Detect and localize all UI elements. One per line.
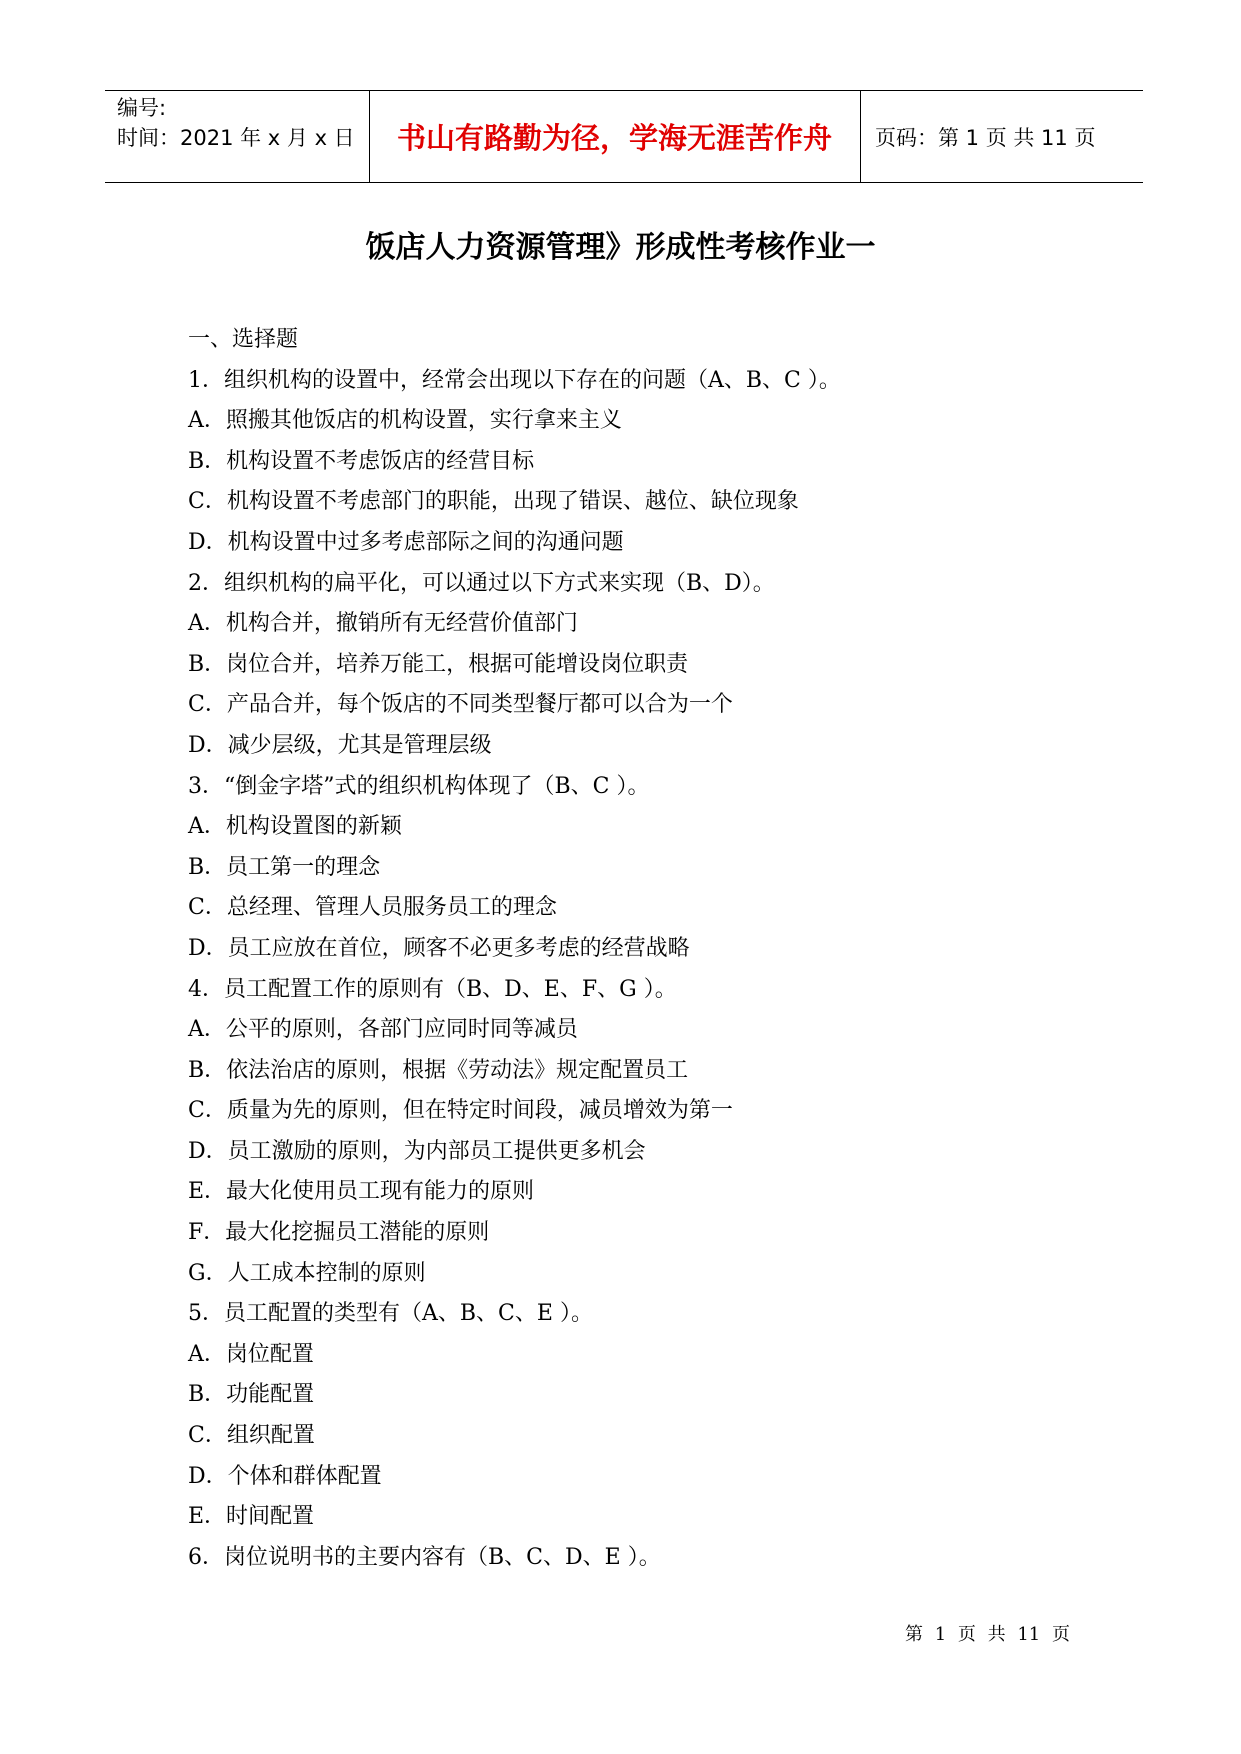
option-line: D．员工激励的原则，为内部员工提供更多机会	[188, 1138, 646, 1164]
option-line: C．质量为先的原则，但在特定时间段，减员增效为第一	[188, 1098, 733, 1124]
option-line: D．减少层级，尤其是管理层级	[188, 732, 492, 758]
option-line: C．总经理、管理人员服务员工的理念	[188, 895, 557, 921]
option-line: D．个体和群体配置	[188, 1463, 382, 1489]
question-line: 5．员工配置的类型有（A、B、C、E ）。	[188, 1301, 593, 1327]
option-line: D．机构设置中过多考虑部际之间的沟通问题	[188, 529, 624, 555]
document-body	[188, 320, 1148, 1578]
question-line: 1．组织机构的设置中，经常会出现以下存在的问题（A、B、C ）。	[188, 367, 841, 393]
option-line: A．岗位配置	[188, 1341, 314, 1367]
option-line: A．照搬其他饭店的机构设置，实行拿来主义	[188, 408, 622, 434]
option-line: A．机构合并，撤销所有无经营价值部门	[188, 611, 578, 637]
header-divider	[860, 91, 861, 182]
option-line: B．岗位合并，培养万能工，根据可能增设岗位职责	[188, 651, 689, 677]
section-heading: 一、选择题	[188, 327, 299, 352]
page-footer: 第 1 页 共 11 页	[905, 1624, 1070, 1645]
option-line: C．机构设置不考虑部门的职能，出现了错误、越位、缺位现象	[188, 489, 799, 515]
option-line: B．依法治店的原则，根据《劳动法》规定配置员工	[188, 1057, 689, 1083]
option-line: C．组织配置	[188, 1423, 315, 1449]
question-line: 3．“倒金字塔”式的组织机构体现了（B、C ）。	[188, 773, 650, 799]
option-line: A．公平的原则，各部门应同时同等减员	[188, 1017, 578, 1043]
time-label: 时间：2021 年 x 月 x 日	[117, 126, 355, 150]
option-line: B．功能配置	[188, 1382, 315, 1408]
option-line: B．员工第一的理念	[188, 854, 381, 880]
option-line: E．时间配置	[188, 1504, 315, 1530]
question-line: 4．员工配置工作的原则有（B、D、E、F、G ）。	[188, 976, 677, 1002]
option-line: B．机构设置不考虑饭店的经营目标	[188, 448, 535, 474]
header-page-number: 页码：第 1 页 共 11 页	[875, 125, 1096, 150]
option-line: C．产品合并，每个饭店的不同类型餐厅都可以合为一个	[188, 692, 733, 718]
page-header	[105, 90, 1143, 183]
option-line: A．机构设置图的新颖	[188, 814, 402, 840]
header-meta	[117, 93, 355, 153]
question-line: 2．组织机构的扁平化，可以通过以下方式来实现（B、D）。	[188, 570, 775, 596]
serial-label: 编号:	[117, 96, 167, 120]
option-line: D．员工应放在首位，顾客不必更多考虑的经营战略	[188, 935, 690, 961]
question-line: 6．岗位说明书的主要内容有（B、C、D、E ）。	[188, 1544, 661, 1570]
document-title: 饭店人力资源管理》形成性考核作业一	[365, 230, 876, 265]
option-line: F．最大化挖掘员工潜能的原则	[188, 1220, 490, 1246]
option-line: G．人工成本控制的原则	[188, 1260, 426, 1286]
header-motto: 书山有路勤为径，学海无涯苦作舟	[396, 121, 832, 155]
option-line: E．最大化使用员工现有能力的原则	[188, 1179, 535, 1205]
